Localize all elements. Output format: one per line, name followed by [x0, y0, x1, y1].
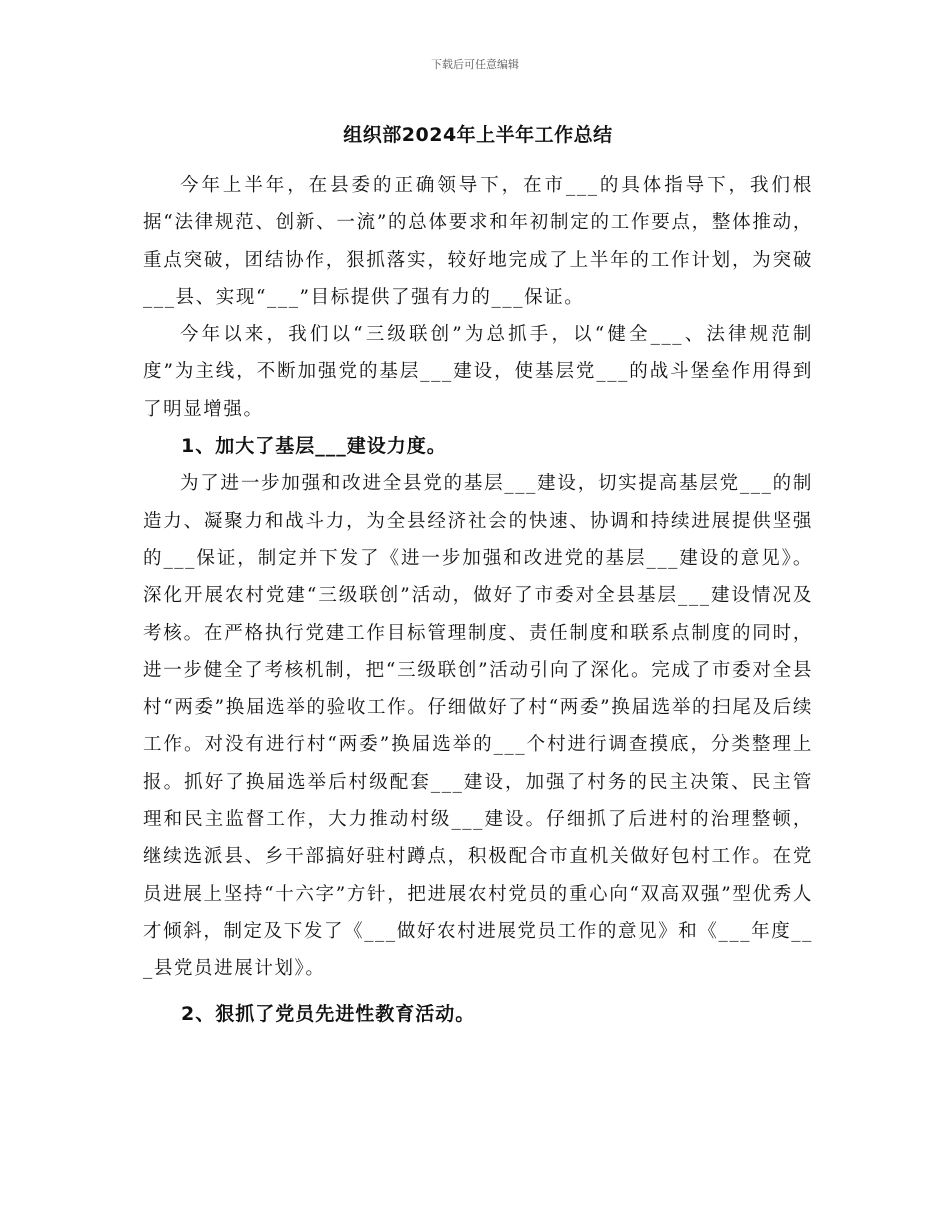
page-header-note: 下载后可任意编辑 [431, 58, 519, 71]
document-page [143, 120, 813, 1033]
section-heading-2: 2、狠抓了党员先进性教育活动。 [181, 1002, 476, 1025]
document-title: 组织部2024年上半年工作总结 [343, 124, 613, 146]
section-heading-1: 1、加大了基层___建设力度。 [181, 435, 447, 458]
intro-paragraph-1: 今年上半年，在县委的正确领导下，在市___的具体指导下，我们根据“法律规范、创新、一流”的总体要求和年初制定的工作要点，整体推动，重点突破，团结协作，狠抓落实，较好地完成了上半年的工作计划，为突破___县、实现“___”目标提供了强有力的___保证。 [143, 175, 813, 308]
intro-paragraph-2: 今年以来，我们以“三级联创”为总抓手，以“健全___、法律规范制度”为主线，不断加强党的基层___建设，使基层党___的战斗堡垒作用得到了明显增强。 [143, 324, 813, 420]
section-1-paragraph: 为了进一步加强和改进全县党的基层___建设，切实提高基层党___的制造力、凝聚力和战斗力，为全县经济社会的快速、协调和持续进展提供坚强的___保证，制定并下发了《进一步加强和改进党的基层___建设的意见》。深化开展农村党建“三级联创”活动，做好了市委对全县基层___建设情况及考核。在严格执行党建工作目标管理制度、责任制度和联系点制度的同时，进一步健全了考核机制，把“三级联创”活动引向了深化。完成了市委对全县村“两委”换届选举的验收工作。仔细做好了村“两委”换届选举的扫尾及后续工作。对没有进行村“两委”换届选举的___个村进行调查摸底，分类整理上报。抓好了换届选举后村级配套___建设，加强了村务的民主决策、民主管理和民主监督工作，大力推动村级___建设。仔细抓了后进村的治理整顿，继续选派县、乡干部搞好驻村蹲点，积极配合市直机关做好包村工作。在党员进展上坚持“十六字”方针，把进展农村党员的重心向“双高双强”型优秀人才倾斜，制定及下发了《___做好农村进展党员工作的意见》和《___年度___县党员进展计划》。 [143, 473, 813, 980]
